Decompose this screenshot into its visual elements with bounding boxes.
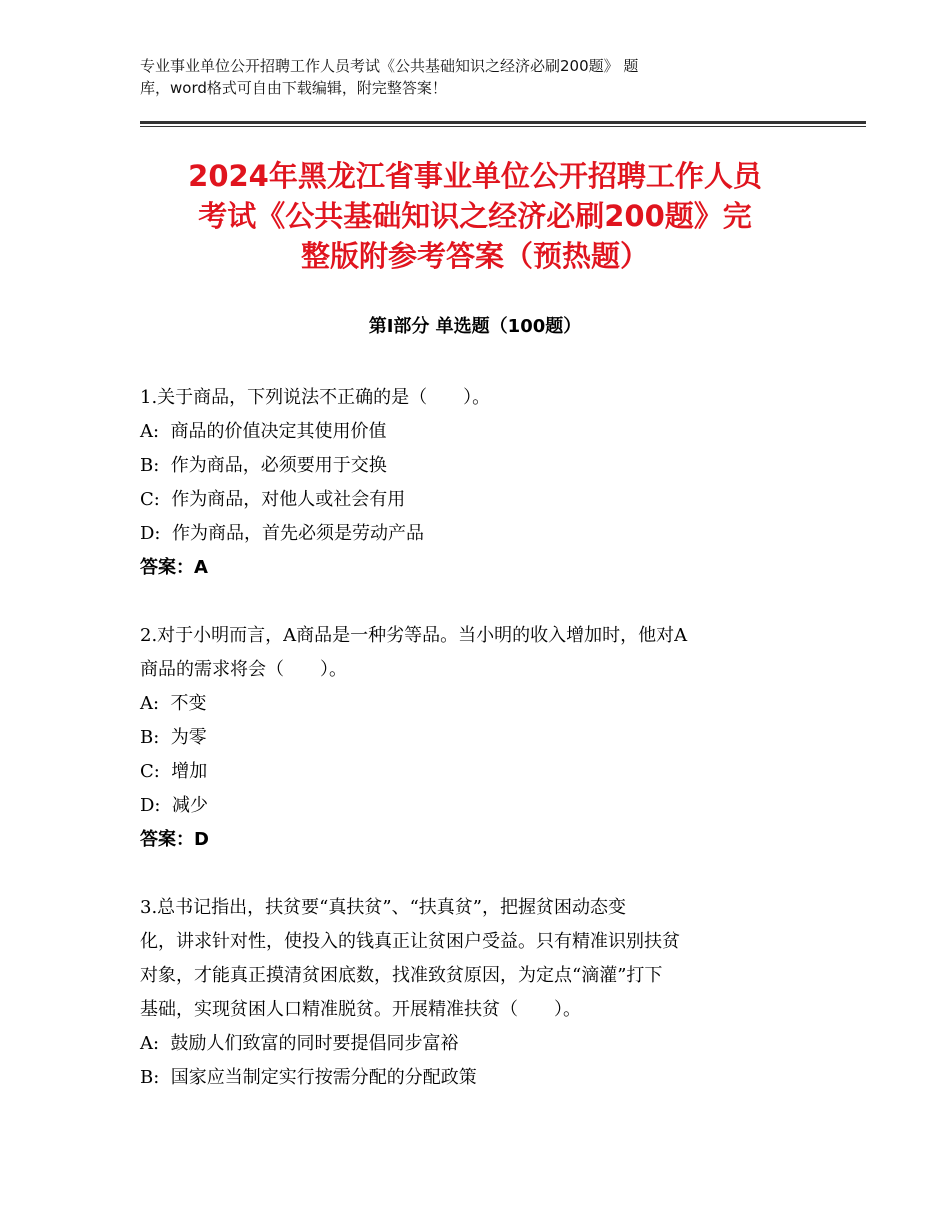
question-2-answer: 答案：D bbox=[140, 829, 209, 850]
question-1 bbox=[140, 381, 810, 585]
question-2-stem-line-1: 2.对于小明而言，A商品是一种劣等品。当小明的收入增加时，他对A bbox=[140, 625, 688, 646]
question-1-option-a: A: 商品的价值决定其使用价值 bbox=[140, 421, 387, 442]
header-rule-thick bbox=[140, 121, 866, 124]
section-title: 第Ⅰ部分 单选题（100题） bbox=[368, 316, 582, 337]
title-line-3: 整版附参考答案（预热题） bbox=[300, 239, 649, 273]
header-rule-thin bbox=[140, 126, 866, 127]
question-1-answer: 答案：A bbox=[140, 557, 208, 578]
question-3-option-a: A: 鼓励人们致富的同时要提倡同步富裕 bbox=[140, 1033, 459, 1054]
question-2-stem-line-2: 商品的需求将会（ ）。 bbox=[140, 659, 347, 680]
title-line-1: 2024年黑龙江省事业单位公开招聘工作人员 bbox=[188, 159, 762, 193]
question-2-option-c: C: 增加 bbox=[140, 761, 208, 782]
title-line-2: 考试《公共基础知识之经济必刷200题》完 bbox=[198, 199, 752, 233]
header-note-line-1: 专业事业单位公开招聘工作人员考试《公共基础知识之经济必刷200题》 题 bbox=[140, 57, 639, 75]
question-2 bbox=[140, 619, 810, 857]
question-3-stem-line-4: 基础，实现贫困人口精准脱贫。开展精准扶贫（ ）。 bbox=[140, 999, 581, 1020]
question-3-stem-line-2: 化，讲求针对性，使投入的钱真正让贫困户受益。只有精准识别扶贫 bbox=[140, 931, 680, 952]
question-3-stem-line-1: 3.总书记指出，扶贫要“真扶贫”、“扶真贫”，把握贫困动态变 bbox=[140, 897, 626, 918]
question-2-option-b: B: 为零 bbox=[140, 727, 207, 748]
document-title bbox=[140, 156, 810, 276]
question-1-option-d: D: 作为商品，首先必须是劳动产品 bbox=[140, 523, 424, 544]
question-1-stem: 1.关于商品，下列说法不正确的是（ ）。 bbox=[140, 387, 491, 408]
question-1-option-b: B: 作为商品，必须要用于交换 bbox=[140, 455, 387, 476]
question-1-option-c: C: 作为商品，对他人或社会有用 bbox=[140, 489, 406, 510]
question-2-option-a: A: 不变 bbox=[140, 693, 207, 714]
question-3-option-b: B: 国家应当制定实行按需分配的分配政策 bbox=[140, 1067, 477, 1088]
question-3 bbox=[140, 891, 810, 1095]
question-2-option-d: D: 减少 bbox=[140, 795, 208, 816]
header-note-line-2: 库，word格式可自由下载编辑，附完整答案！ bbox=[140, 79, 447, 97]
question-list bbox=[140, 381, 810, 1129]
question-3-stem-line-3: 对象，才能真正摸清贫困底数，找准致贫原因，为定点“滴灌”打下 bbox=[140, 965, 663, 986]
header-note bbox=[140, 55, 780, 99]
